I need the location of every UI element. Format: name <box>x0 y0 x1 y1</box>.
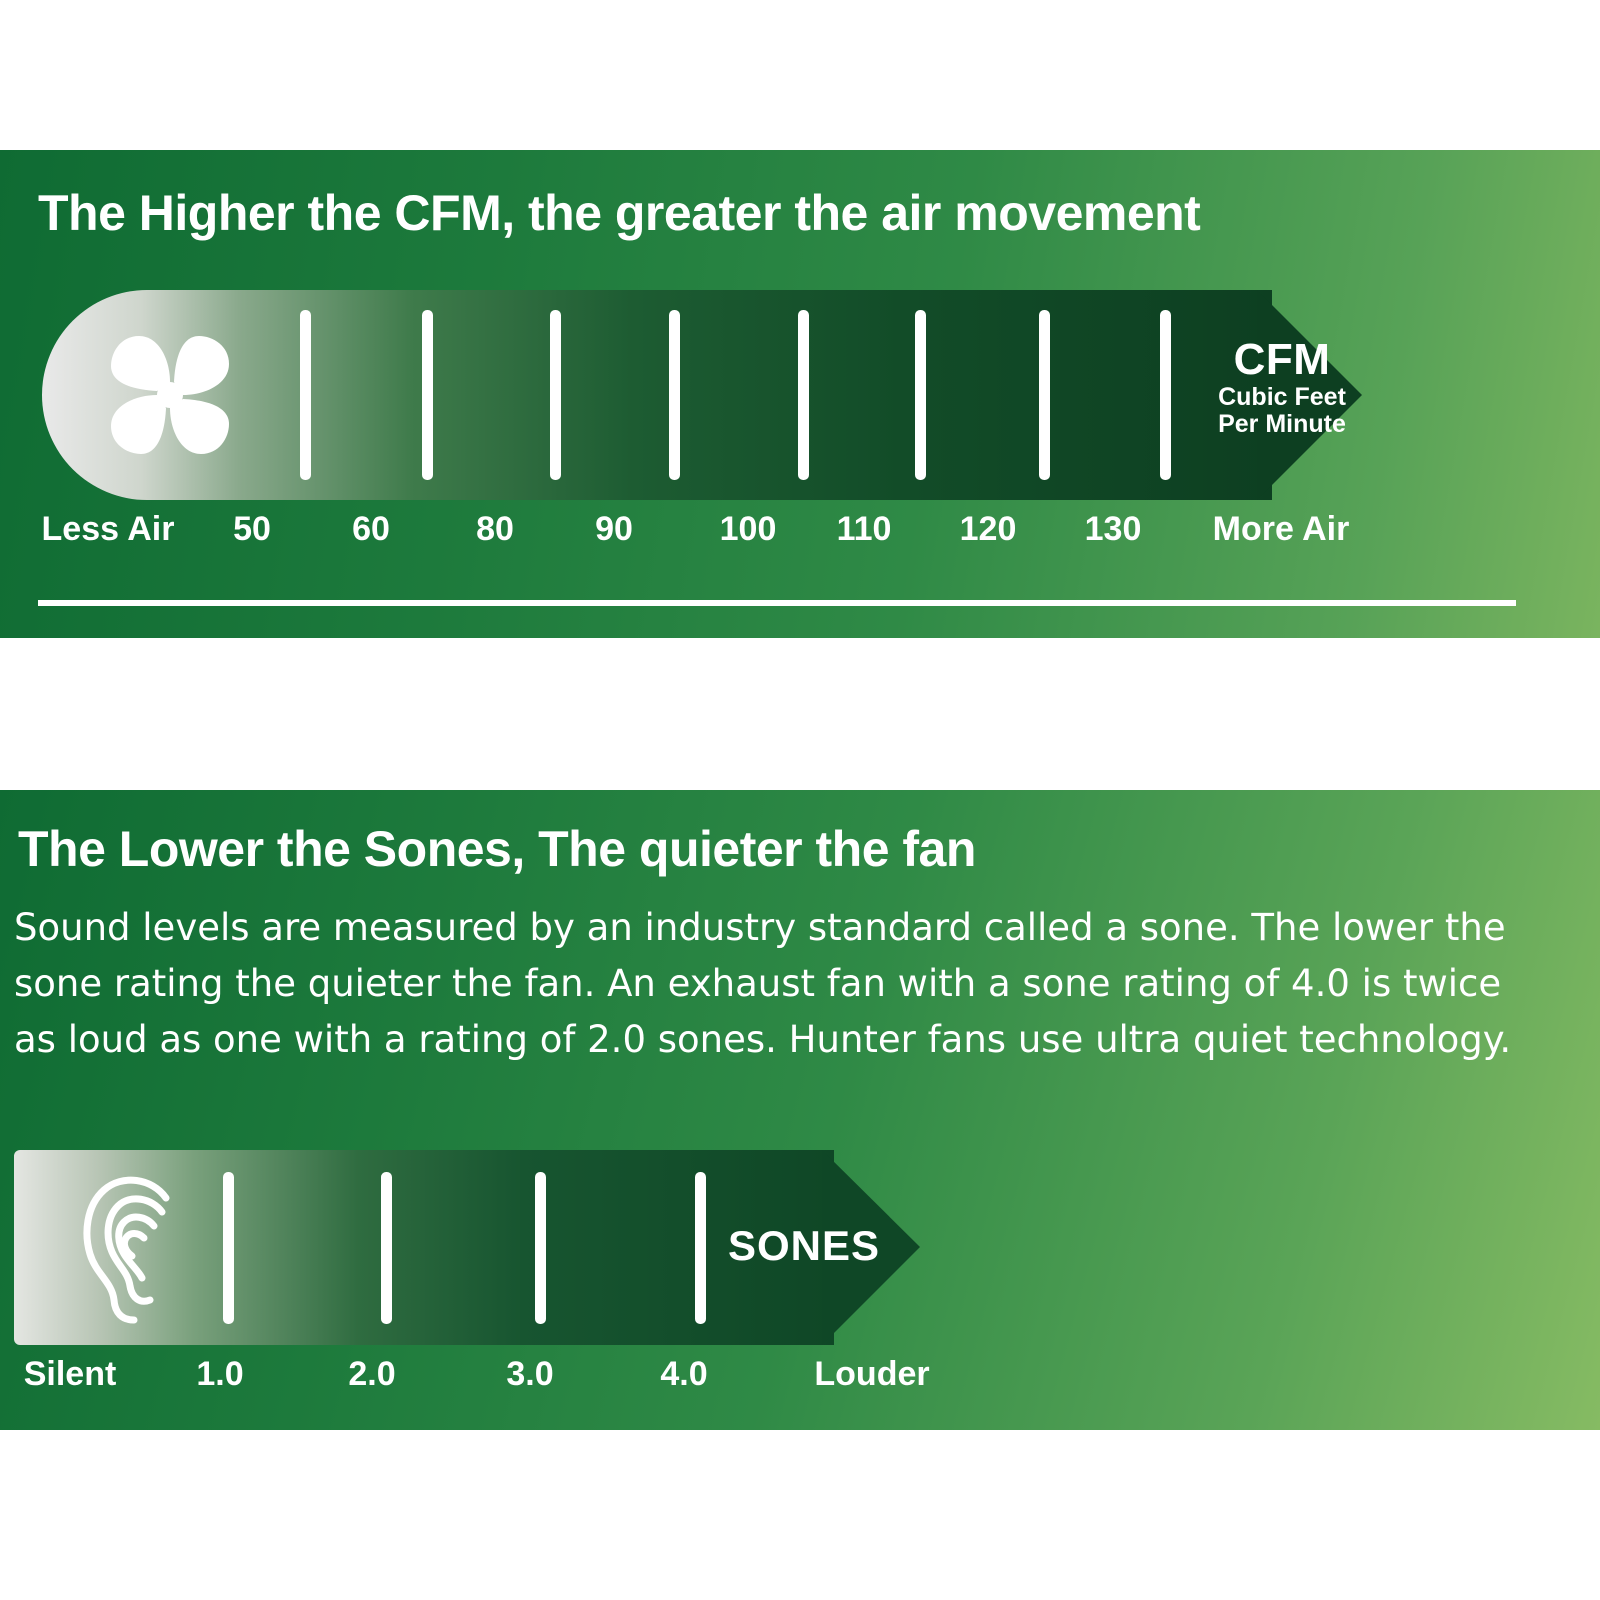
sones-scale-label: Silent <box>23 1355 117 1393</box>
cfm-badge-acronym: CFM <box>1233 335 1331 384</box>
cfm-badge <box>1192 335 1372 439</box>
cfm-title: The Higher the CFM, the greater the air movement <box>38 185 1201 241</box>
cfm-panel <box>0 150 1600 638</box>
cfm-scale-label: More Air <box>1212 510 1350 548</box>
cfm-tick <box>915 310 926 480</box>
cfm-scale-label: 130 <box>1084 510 1142 548</box>
fan-icon <box>87 312 253 478</box>
cfm-tick <box>300 310 311 480</box>
cfm-scale-label: 100 <box>719 510 777 548</box>
sones-scale-labels <box>0 1355 1600 1415</box>
sones-scale-label: 2.0 <box>348 1355 396 1393</box>
cfm-tick <box>1039 310 1050 480</box>
sones-title: The Lower the Sones, The quieter the fan <box>18 821 976 877</box>
sones-gauge-bar <box>14 1150 954 1345</box>
cfm-scale-label: 90 <box>595 510 633 548</box>
cfm-badge-line1: Cubic Feet <box>1218 382 1346 411</box>
cfm-tick <box>798 310 809 480</box>
cfm-scale-label: 80 <box>476 510 514 548</box>
cfm-tick <box>1160 310 1171 480</box>
ear-icon <box>66 1168 196 1328</box>
sones-tick <box>223 1172 234 1324</box>
sones-tick <box>381 1172 392 1324</box>
sones-tick <box>535 1172 546 1324</box>
cfm-scale-label: 50 <box>233 510 271 548</box>
cfm-tick <box>550 310 561 480</box>
cfm-gauge-bar <box>42 290 1362 500</box>
sones-scale-label: 4.0 <box>660 1355 708 1393</box>
cfm-scale-labels <box>0 510 1600 570</box>
cfm-badge-line2: Per Minute <box>1218 410 1346 439</box>
cfm-tick <box>422 310 433 480</box>
cfm-scale-label: 60 <box>352 510 390 548</box>
sones-badge-label: SONES <box>728 1222 881 1269</box>
cfm-scale-label: 110 <box>836 510 892 548</box>
sones-panel <box>0 790 1600 1430</box>
sones-description: Sound levels are measured by an industry standard called a sone. The lower the sone rating the quieter the fan. An exhaust fan with a sone rating of 4.0 is twice as loud as one with a rating of 2.0 sones. Hunter fans use ultra quiet technology. <box>14 906 1512 1062</box>
cfm-scale-label: 120 <box>959 510 1017 548</box>
sones-scale-label: 1.0 <box>196 1355 244 1393</box>
cfm-scale-label: Less Air <box>41 510 175 548</box>
sones-scale-label: Louder <box>814 1355 930 1393</box>
cfm-tick <box>669 310 680 480</box>
sones-tick <box>695 1172 706 1324</box>
sones-scale-label: 3.0 <box>506 1355 554 1393</box>
cfm-divider <box>38 600 1516 606</box>
